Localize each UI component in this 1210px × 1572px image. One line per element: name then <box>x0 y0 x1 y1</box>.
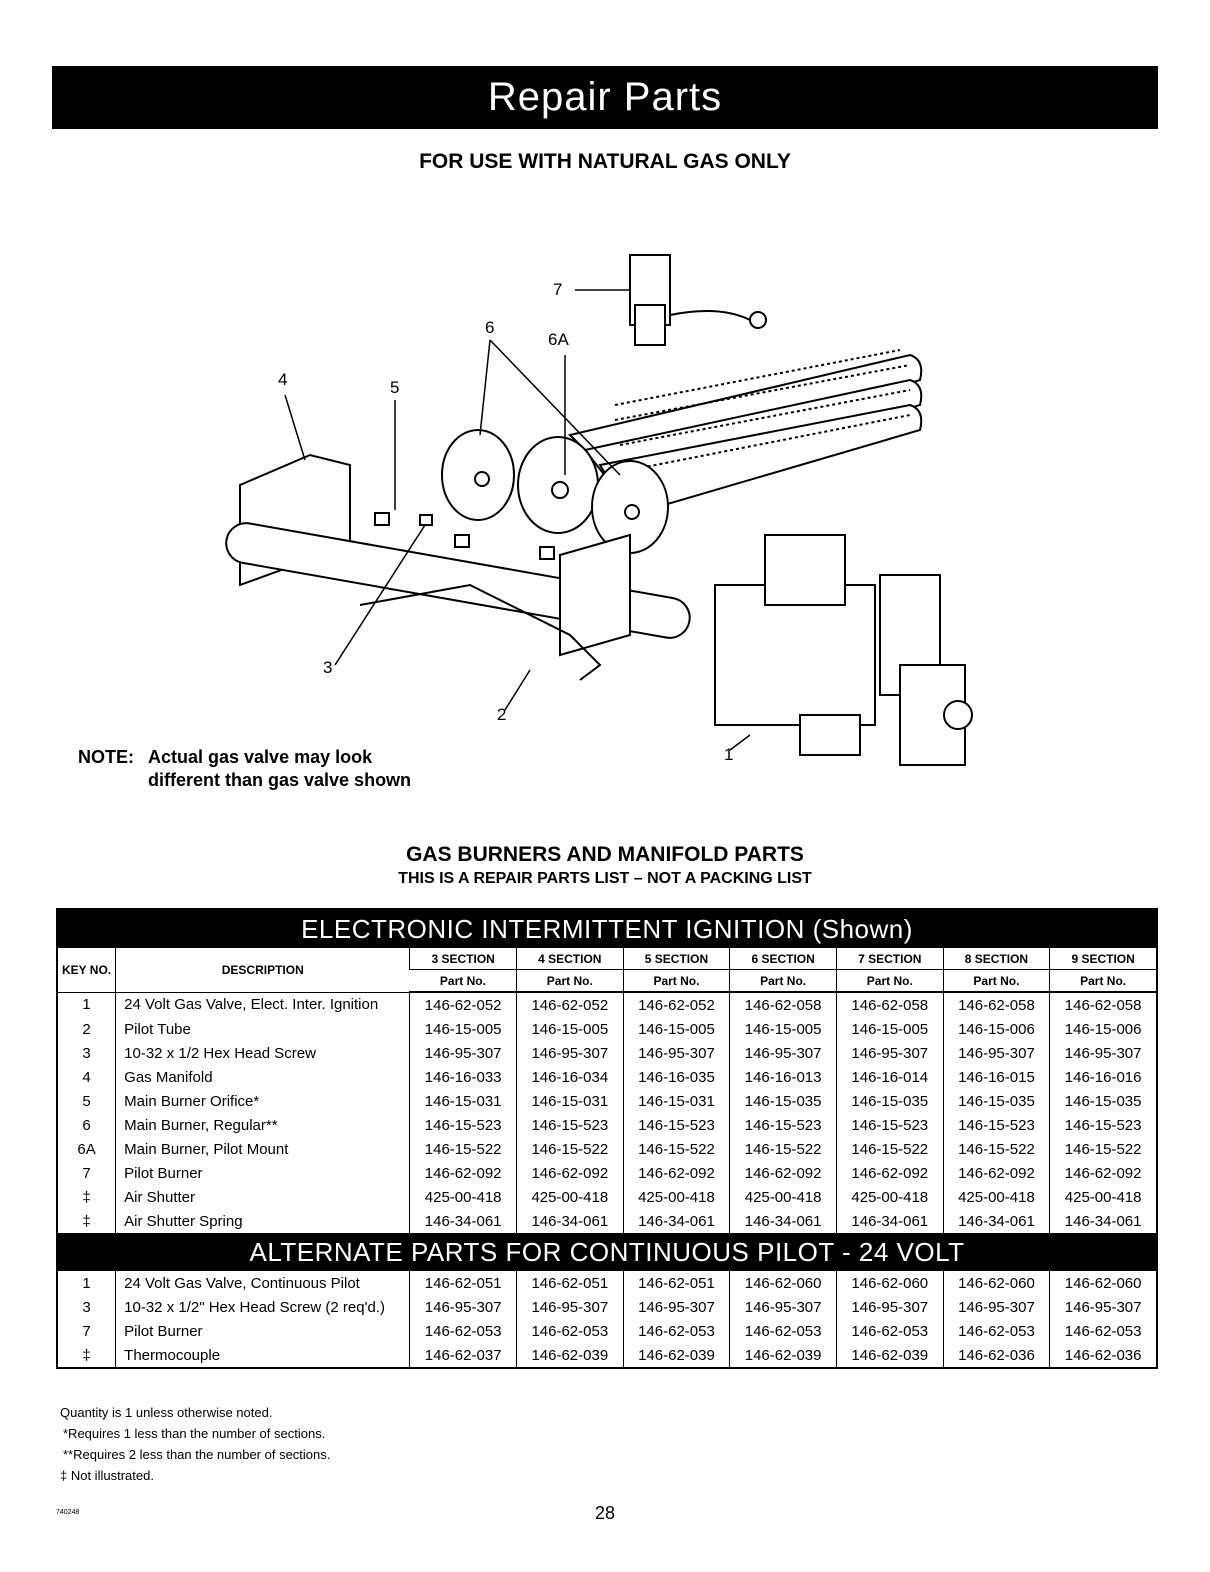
part-number: 146-95-307 <box>410 1295 517 1319</box>
key-header: KEY NO. <box>57 948 116 992</box>
key-number: 3 <box>82 1298 91 1316</box>
section-header: 8 SECTION <box>943 948 1050 970</box>
part-description: 24 Volt Gas Valve, Elect. Inter. Ignition <box>116 992 410 1017</box>
part-number: 146-62-092 <box>1050 1161 1157 1185</box>
footnote-not-illustrated: ‡ Not illustrated. <box>60 1468 154 1483</box>
part-number: 146-15-005 <box>836 1017 943 1041</box>
key-number: 6 <box>82 1116 91 1134</box>
key-number: 5 <box>82 1092 91 1110</box>
parts-row <box>57 1343 1157 1368</box>
footnote-quantity: Quantity is 1 unless otherwise noted. <box>60 1405 273 1420</box>
part-number: 146-15-035 <box>943 1089 1050 1113</box>
part-number: 146-95-307 <box>836 1295 943 1319</box>
part-number: 146-15-006 <box>943 1017 1050 1041</box>
callout-5: 5 <box>390 378 400 397</box>
part-number: 146-62-036 <box>943 1343 1050 1368</box>
part-no-header: Part No. <box>730 970 837 993</box>
parts-row <box>57 1065 1157 1089</box>
part-no-header: Part No. <box>623 970 730 993</box>
part-number: 146-95-307 <box>516 1041 623 1065</box>
part-number: 146-16-034 <box>516 1065 623 1089</box>
part-number: 146-16-016 <box>1050 1065 1157 1089</box>
part-number: 146-62-052 <box>623 992 730 1017</box>
part-number: 146-34-061 <box>516 1209 623 1233</box>
section-header: 6 SECTION <box>730 948 837 970</box>
note-line-2: different than gas valve shown <box>148 770 412 790</box>
part-number: 146-34-061 <box>1050 1209 1157 1233</box>
part-number: 146-15-005 <box>410 1017 517 1041</box>
key-number: 1 <box>82 1274 91 1292</box>
parts-row <box>57 1161 1157 1185</box>
footnote-double-asterisk: **Requires 2 less than the number of sections. <box>63 1447 331 1462</box>
part-number: 146-62-053 <box>943 1319 1050 1343</box>
part-number: 146-15-523 <box>836 1113 943 1137</box>
parts-row <box>57 1271 1157 1295</box>
part-number: 146-15-006 <box>1050 1017 1157 1041</box>
part-number: 146-62-053 <box>836 1319 943 1343</box>
part-number: 146-15-522 <box>836 1137 943 1161</box>
section-header: 5 SECTION <box>623 948 730 970</box>
footnote-single-asterisk: *Requires 1 less than the number of sections. <box>63 1426 326 1441</box>
part-number: 146-62-092 <box>410 1161 517 1185</box>
part-number: 146-62-092 <box>836 1161 943 1185</box>
section-header: 7 SECTION <box>836 948 943 970</box>
part-number: 146-62-039 <box>836 1343 943 1368</box>
parts-row <box>57 1017 1157 1041</box>
part-number: 425-00-418 <box>410 1185 517 1209</box>
part-number: 146-95-307 <box>943 1041 1050 1065</box>
part-number: 146-62-058 <box>1050 992 1157 1017</box>
part-number: 146-62-060 <box>730 1271 837 1295</box>
part-number: 146-15-031 <box>516 1089 623 1113</box>
part-number: 146-15-031 <box>410 1089 517 1113</box>
part-number: 146-15-035 <box>1050 1089 1157 1113</box>
callout-2: 2 <box>497 705 507 724</box>
part-number: 146-16-013 <box>730 1065 837 1089</box>
key-number: 1 <box>82 996 91 1014</box>
key-number: 2 <box>82 1020 91 1038</box>
leader-lines <box>285 290 750 750</box>
part-number: 146-62-060 <box>1050 1271 1157 1295</box>
band-continuous-pilot-label: ALTERNATE PARTS FOR CONTINUOUS PILOT - 24 VOLT <box>57 1233 1157 1271</box>
part-number: 146-95-307 <box>623 1041 730 1065</box>
part-number: 425-00-418 <box>730 1185 837 1209</box>
note-label: NOTE: <box>78 747 134 767</box>
part-number: 146-62-052 <box>516 992 623 1017</box>
part-number: 146-62-058 <box>943 992 1050 1017</box>
part-number: 146-62-053 <box>410 1319 517 1343</box>
part-number: 146-15-522 <box>516 1137 623 1161</box>
part-no-header: Part No. <box>410 970 517 993</box>
part-number: 146-15-523 <box>410 1113 517 1137</box>
part-no-header: Part No. <box>1050 970 1157 993</box>
part-description: Main Burner Orifice* <box>116 1089 410 1113</box>
section-header: 3 SECTION <box>410 948 517 970</box>
repair-parts-table <box>56 908 1158 1369</box>
part-number: 146-95-307 <box>516 1295 623 1319</box>
part-number: 146-62-053 <box>730 1319 837 1343</box>
part-number: 146-15-522 <box>410 1137 517 1161</box>
part-number: 146-62-060 <box>836 1271 943 1295</box>
part-number: 146-15-522 <box>943 1137 1050 1161</box>
part-number: 146-15-035 <box>836 1089 943 1113</box>
callout-4: 4 <box>278 370 288 389</box>
page-subtitle: FOR USE WITH NATURAL GAS ONLY <box>419 150 791 173</box>
band-electronic-ignition-label: ELECTRONIC INTERMITTENT IGNITION (Shown) <box>57 909 1157 948</box>
part-number: 146-95-307 <box>730 1041 837 1065</box>
key-number: ‡ <box>82 1346 91 1364</box>
part-description: Pilot Burner <box>116 1161 410 1185</box>
parts-row <box>57 1089 1157 1113</box>
part-number: 146-62-092 <box>516 1161 623 1185</box>
part-number: 146-15-523 <box>943 1113 1050 1137</box>
part-number: 146-15-522 <box>623 1137 730 1161</box>
pilot-burner <box>630 255 766 345</box>
parts-row <box>57 1209 1157 1233</box>
part-number: 146-15-523 <box>1050 1113 1157 1137</box>
parts-row <box>57 1041 1157 1065</box>
callout-3: 3 <box>323 658 333 677</box>
page-number: 28 <box>594 1503 616 1523</box>
part-number: 146-95-307 <box>1050 1041 1157 1065</box>
part-number: 146-95-307 <box>943 1295 1050 1319</box>
part-number: 146-62-039 <box>730 1343 837 1368</box>
part-number: 425-00-418 <box>623 1185 730 1209</box>
part-number: 146-34-061 <box>410 1209 517 1233</box>
part-number: 425-00-418 <box>943 1185 1050 1209</box>
key-number: ‡ <box>82 1212 91 1230</box>
part-number: 146-95-307 <box>836 1041 943 1065</box>
part-number: 146-62-053 <box>516 1319 623 1343</box>
parts-row <box>57 1319 1157 1343</box>
section-header: 9 SECTION <box>1050 948 1157 970</box>
part-number: 146-15-523 <box>730 1113 837 1137</box>
part-number: 146-62-053 <box>623 1319 730 1343</box>
part-number: 146-15-523 <box>516 1113 623 1137</box>
key-number: 4 <box>82 1068 91 1086</box>
part-number: 146-34-061 <box>836 1209 943 1233</box>
band-electronic-ignition <box>57 909 1157 948</box>
part-number: 425-00-418 <box>836 1185 943 1209</box>
part-number: 146-62-060 <box>943 1271 1050 1295</box>
section-subtitle: THIS IS A REPAIR PARTS LIST – NOT A PACKING LIST <box>398 870 812 887</box>
key-number: 7 <box>82 1322 91 1340</box>
description-header: DESCRIPTION <box>116 948 410 992</box>
part-number: 146-16-033 <box>410 1065 517 1089</box>
band-continuous-pilot <box>57 1233 1157 1271</box>
section-title: GAS BURNERS AND MANIFOLD PARTS <box>406 843 804 866</box>
part-number: 146-62-051 <box>516 1271 623 1295</box>
key-number: ‡ <box>82 1188 91 1206</box>
key-number: 7 <box>82 1164 91 1182</box>
part-number: 146-95-307 <box>730 1295 837 1319</box>
part-number: 146-62-039 <box>516 1343 623 1368</box>
part-number: 146-15-005 <box>730 1017 837 1041</box>
part-number: 425-00-418 <box>516 1185 623 1209</box>
part-description: Pilot Tube <box>116 1017 410 1041</box>
part-number: 425-00-418 <box>1050 1185 1157 1209</box>
gas-valve-note <box>78 746 411 792</box>
part-number: 146-62-058 <box>730 992 837 1017</box>
part-description: 24 Volt Gas Valve, Continuous Pilot <box>116 1271 410 1295</box>
callout-6a: 6A <box>548 330 569 349</box>
part-number: 146-15-035 <box>730 1089 837 1113</box>
part-number: 146-15-005 <box>516 1017 623 1041</box>
part-number: 146-16-014 <box>836 1065 943 1089</box>
part-number: 146-62-092 <box>943 1161 1050 1185</box>
part-number: 146-95-307 <box>1050 1295 1157 1319</box>
part-description: Thermocouple <box>116 1343 410 1368</box>
callout-1: 1 <box>724 745 734 764</box>
part-number: 146-34-061 <box>623 1209 730 1233</box>
part-description: 10-32 x 1/2 Hex Head Screw <box>116 1041 410 1065</box>
banner-title: Repair Parts <box>487 75 723 119</box>
part-number: 146-62-092 <box>730 1161 837 1185</box>
part-number: 146-34-061 <box>943 1209 1050 1233</box>
part-description: Main Burner, Regular** <box>116 1113 410 1137</box>
callout-7: 7 <box>553 280 563 299</box>
parts-row <box>57 1113 1157 1137</box>
part-number: 146-62-037 <box>410 1343 517 1368</box>
part-number: 146-15-031 <box>623 1089 730 1113</box>
part-number: 146-34-061 <box>730 1209 837 1233</box>
parts-row <box>57 1137 1157 1161</box>
part-number: 146-62-052 <box>410 992 517 1017</box>
part-no-header: Part No. <box>516 970 623 993</box>
part-number: 146-16-035 <box>623 1065 730 1089</box>
part-description: Air Shutter Spring <box>116 1209 410 1233</box>
part-number: 146-95-307 <box>623 1295 730 1319</box>
key-number: 3 <box>82 1044 91 1062</box>
part-number: 146-16-015 <box>943 1065 1050 1089</box>
parts-row <box>57 992 1157 1017</box>
part-number: 146-62-039 <box>623 1343 730 1368</box>
part-number: 146-15-522 <box>730 1137 837 1161</box>
part-number: 146-62-036 <box>1050 1343 1157 1368</box>
part-description: Air Shutter <box>116 1185 410 1209</box>
part-no-header: Part No. <box>943 970 1050 993</box>
header-row-sections <box>57 948 1157 970</box>
burner-manifold-diagram <box>220 245 980 790</box>
part-number: 146-62-053 <box>1050 1319 1157 1343</box>
key-number: 6A <box>77 1140 96 1158</box>
part-number: 146-15-523 <box>623 1113 730 1137</box>
part-number: 146-95-307 <box>410 1041 517 1065</box>
part-description: Gas Manifold <box>116 1065 410 1089</box>
gas-valve <box>715 535 972 765</box>
parts-row <box>57 1295 1157 1319</box>
section-header: 4 SECTION <box>516 948 623 970</box>
part-description: 10-32 x 1/2" Hex Head Screw (2 req'd.) <box>116 1295 410 1319</box>
footnotes <box>60 1402 330 1486</box>
callout-6: 6 <box>485 318 495 337</box>
page-banner <box>52 66 1158 129</box>
note-line-1: Actual gas valve may look <box>148 747 373 767</box>
document-code: 740248 <box>56 1509 80 1516</box>
part-number: 146-62-051 <box>410 1271 517 1295</box>
part-number: 146-15-005 <box>623 1017 730 1041</box>
parts-row <box>57 1185 1157 1209</box>
part-number: 146-62-092 <box>623 1161 730 1185</box>
part-number: 146-62-051 <box>623 1271 730 1295</box>
part-number: 146-62-058 <box>836 992 943 1017</box>
part-no-header: Part No. <box>836 970 943 993</box>
part-description: Pilot Burner <box>116 1319 410 1343</box>
part-number: 146-15-522 <box>1050 1137 1157 1161</box>
part-description: Main Burner, Pilot Mount <box>116 1137 410 1161</box>
